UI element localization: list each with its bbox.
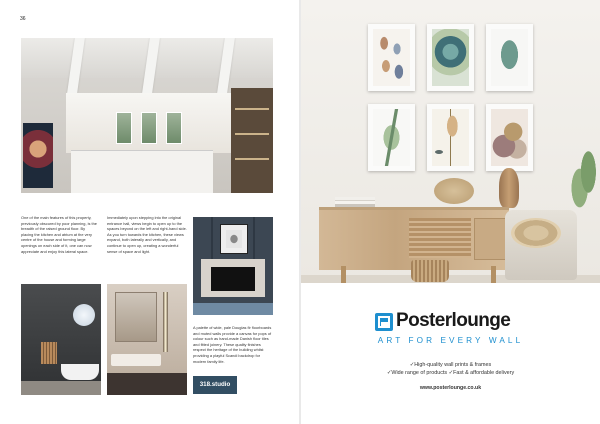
gallery-wall-photo [301, 0, 600, 283]
portrait-artwork [23, 123, 53, 188]
abstract-circles-print [486, 104, 533, 171]
studio-badge: 318.studio [193, 376, 237, 394]
atrium-photo [21, 38, 273, 193]
bathroom-photo [21, 284, 101, 395]
body-text-column-1: One of the main features of this property, previously obscured by poor planning, is the breadth of the raised ground floor. By placing the kitchen and atrium at the very centre of the house and forming large openings on each side of it, one can now appreciate and enjoy this lateral space. [21, 215, 97, 254]
website-link[interactable]: www.posterlounge.co.uk [419, 385, 482, 391]
protea-print [427, 104, 474, 171]
frame-logo-icon [375, 313, 393, 331]
monstera-leaf-print [486, 24, 533, 91]
bookshelf [231, 88, 273, 193]
posterlounge-logo[interactable] [375, 311, 525, 333]
palm-print [427, 24, 474, 91]
fern-print [368, 104, 415, 171]
tagline: ART FOR EVERY WALL [377, 336, 524, 345]
body-text-column-2: Immediately upon stepping into the original entrance hall, views begin to open up to the spaces beyond on the left and right-hand side. As you turn towards the kitchen, these views expand, both laterally and vertically, and continue to open up, creating a wonderful sense of space and light. [107, 215, 187, 254]
feature-line-2: ✓Wide range of products ✓Fast & affordable delivery [386, 370, 515, 376]
feature-list [301, 361, 600, 377]
fireplace-photo [193, 217, 273, 315]
right-page-advert [301, 0, 600, 424]
page-number: 36 [20, 16, 26, 22]
butterfly-print [368, 24, 415, 91]
washroom-photo [107, 284, 187, 395]
feature-line-1: ✓High-quality wall prints & frames [409, 362, 492, 368]
brand-name: Posterlounge [396, 310, 511, 331]
left-page [0, 0, 299, 424]
body-text-column-3: A palette of wide, pale Douglas fir floorboards and muted walls provide a canvas for pops of colour such as hand-made Danish floor tiles and fitted joinery. These quality finishes respect the heritage of the building whilst providing a playful Scandi backdrop for modern family life. [193, 325, 272, 364]
